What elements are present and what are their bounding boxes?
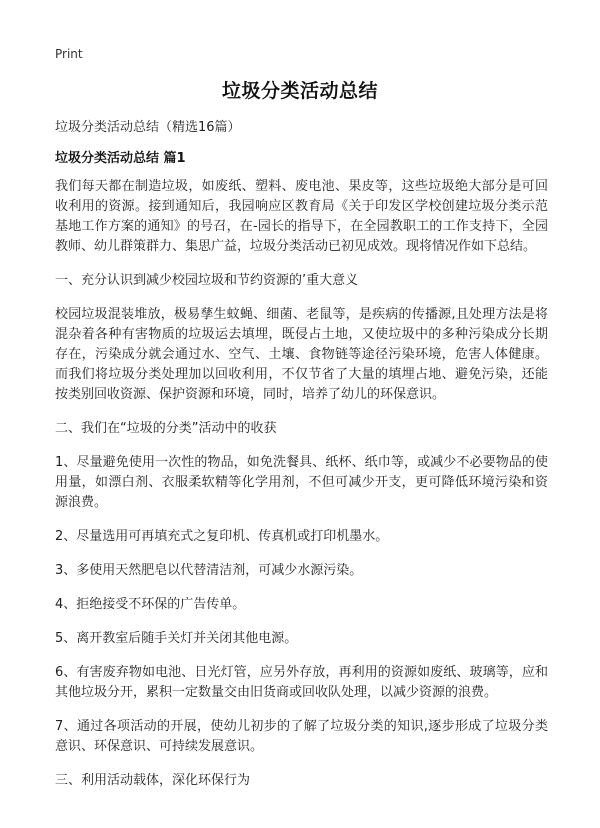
document-body bbox=[55, 119, 548, 805]
document-subtitle: 垃圾分类活动总结（精选16篇） bbox=[55, 120, 241, 135]
part-two-heading: 二、我们在“垃圾的分类”活动中的收获 bbox=[55, 421, 277, 436]
part-one-paragraph: 校园垃圾混装堆放，极易孳生蚊蝇、细菌、老鼠等，是疾病的传播源,且处理方法是将混杂着各种有害物质的垃圾运去填埋，既侵占土地，又使垃圾中的多种污染成分长期存在，污染成分就会通过水、空气、土壤、食物链等途径污染环境，危害人体健康。而我们将垃圾分类处理加以回收利用，不仅节省了大量的填埋占地、避免污染，还能按类别回收资源、保护资源和环境，同时，培养了幼儿的环保意识。 bbox=[55, 307, 548, 402]
print-link[interactable]: Print bbox=[55, 47, 83, 61]
list-item: 1、尽量避免使用一次性的物品，如免洗餐具、纸杯、纸巾等，或减少不必要物品的使用量，如漂白剂、衣服柔软精等化学用剂，不但可减少开支，更可降低环境污染和资源浪费。 bbox=[55, 455, 548, 510]
list-item: 2、尽量选用可再填充式之复印机、传真机或打印机墨水。 bbox=[55, 529, 389, 544]
list-item: 7、通过各项活动的开展，使幼儿初步的了解了垃圾分类的知识,逐步形成了垃圾分类意识、环保意识、可持续发展意识。 bbox=[55, 719, 548, 754]
list-item: 6、有害废弃物如电池、日光灯管，应另外存放，再利用的资源如废纸、玻璃等，应和其他垃圾分开，累积一定数量交由旧货商或回收队处理，以减少资源的浪费。 bbox=[55, 665, 548, 700]
document-title: 垃圾分类活动总结 bbox=[221, 80, 378, 102]
part-three-heading: 三、利用活动载体，深化环保行为 bbox=[55, 773, 251, 788]
part-one-heading: 一、充分认识到减少校园垃圾和节约资源的’重大意义 bbox=[55, 273, 359, 288]
section-heading: 垃圾分类活动总结 篇1 bbox=[55, 151, 186, 166]
list-item: 5、离开教室后随手关灯并关闭其他电源。 bbox=[55, 631, 298, 646]
list-item: 3、多使用天然肥皂以代替清洁剂，可减少水源污染。 bbox=[55, 563, 363, 578]
list-item: 4、拒绝接受不环保的广告传单。 bbox=[55, 597, 246, 612]
intro-paragraph: 我们每天都在制造垃圾，如废纸、塑料、废电池、果皮等，这些垃圾绝大部分是可回收利用的资源。接到通知后，我园响应区教育局《关于印发区学校创建垃圾分类示范基地工作方案的通知》的号召，在-园长的指导下，在全园教职工的工作支持下，全园教师、幼儿群策群力、集思广益，垃圾分类活动已初见成效。现将情况作如下总结。 bbox=[55, 179, 548, 254]
